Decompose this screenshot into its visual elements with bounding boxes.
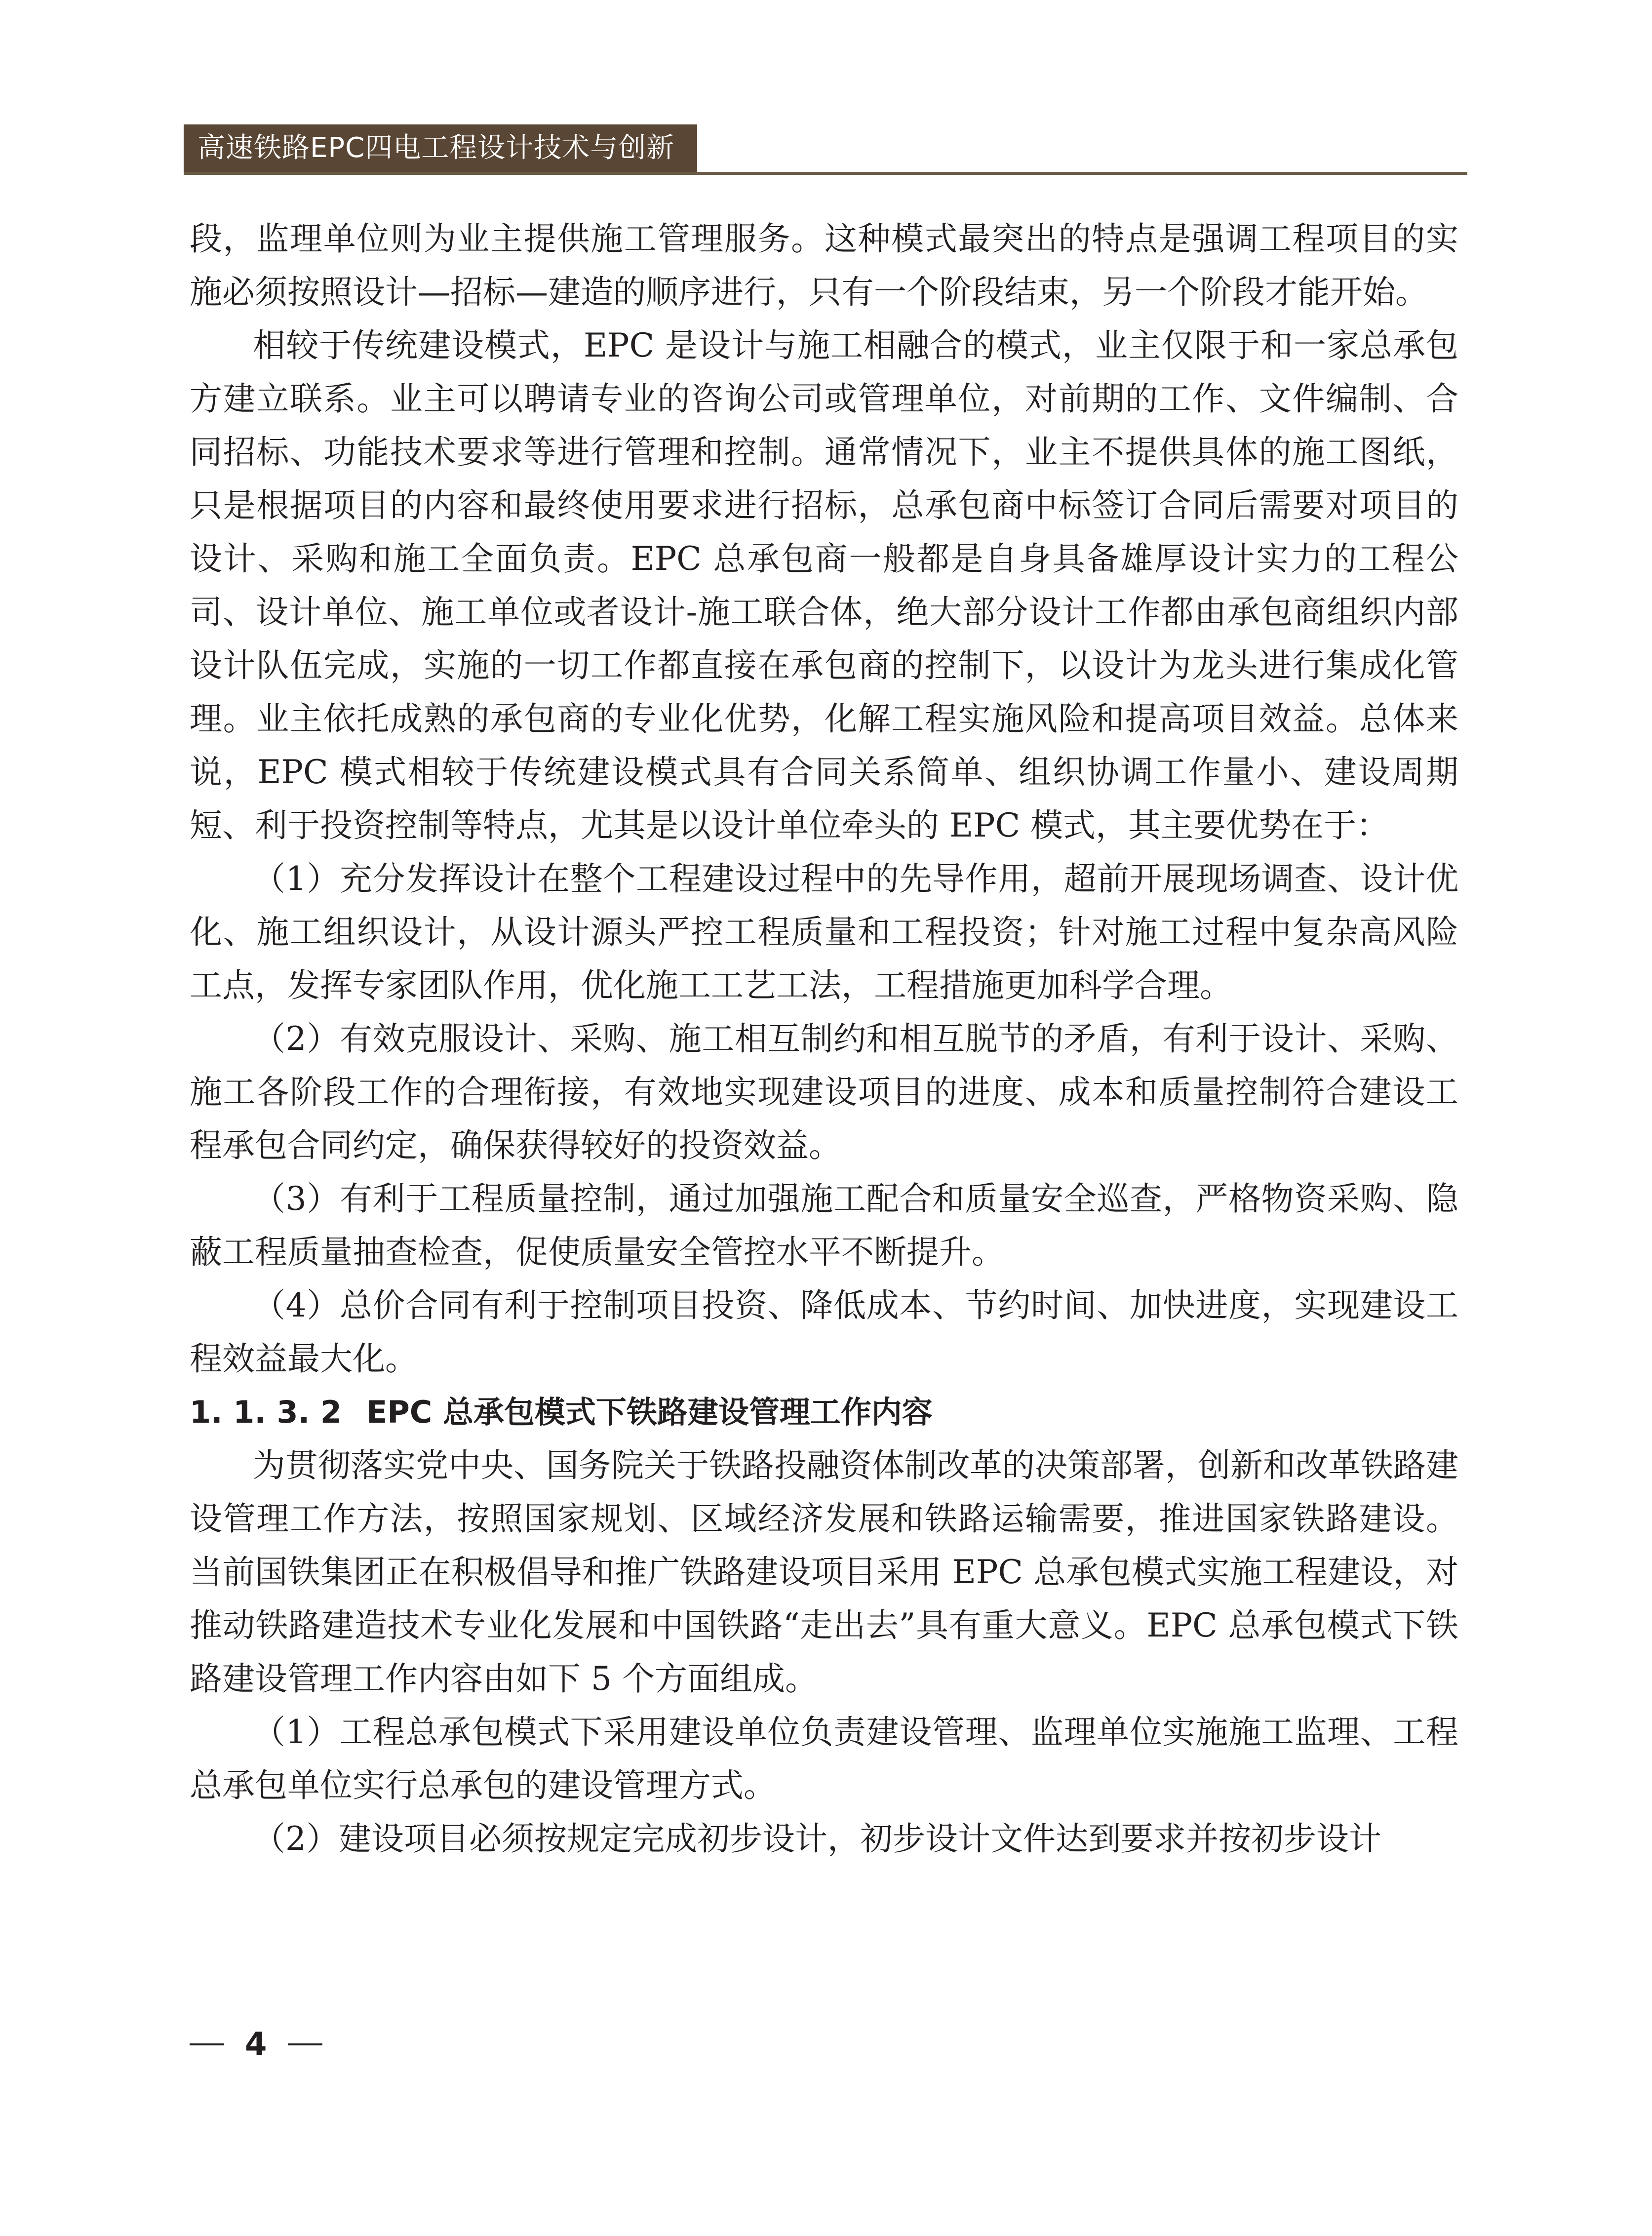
page-footer — [190, 2025, 322, 2064]
book-title-header: 高速铁路EPC四电工程设计技术与创新 — [184, 124, 697, 172]
paragraph-advantage-1: （1）充分发挥设计在整个工程建设过程中的先导作用，超前开展现场调查、设计优化、施工组织设计，从设计源头严控工程质量和工程投资；针对施工过程中复杂高风险工点，发挥专家团队作用，优化施工工艺工法，工程措施更加科学合理。 — [190, 860, 1458, 1004]
section-number: 1. 1. 3. 2 — [190, 1394, 342, 1430]
footer-dash-left — [190, 2043, 224, 2045]
footer-dash-right — [288, 2043, 322, 2045]
paragraph-continued: 段，监理单位则为业主提供施工管理服务。这种模式最突出的特点是强调工程项目的实施必须按照设计—招标—建造的顺序进行，只有一个阶段结束，另一个阶段才能开始。 — [190, 220, 1458, 311]
paragraph-advantage-3: （3）有利于工程质量控制，通过加强施工配合和质量安全巡查，严格物资采购、隐蔽工程质量抽查检查，促使质量安全管控水平不断提升。 — [190, 1180, 1458, 1271]
page-body — [190, 212, 1458, 1866]
paragraph-section-item-2: （2）建设项目必须按规定完成初步设计，初步设计文件达到要求并按初步设计 — [253, 1820, 1381, 1858]
paragraph-advantage-4: （4）总价合同有利于控制项目投资、降低成本、节约时间、加快进度，实现建设工程效益最大化。 — [190, 1286, 1458, 1378]
paragraph-section-item-1: （1）工程总承包模式下采用建设单位负责建设管理、监理单位实施施工监理、工程总承包单位实行总承包的建设管理方式。 — [190, 1713, 1458, 1804]
section-title: EPC 总承包模式下铁路建设管理工作内容 — [366, 1394, 933, 1430]
paragraph-epc-comparison: 相较于传统建设模式，EPC 是设计与施工相融合的模式，业主仅限于和一家总承包方建立联系。业主可以聘请专业的咨询公司或管理单位，对前期的工作、文件编制、合同招标、功能技术要求等进行管理和控制。通常情况下，业主不提供具体的施工图纸，只是根据项目的内容和最终使用要求进行招标，总承包商中标签订合同后需要对项目的设计、采购和施工全面负责。EPC 总承包商一般都是自身具备雄厚设计实力的工程公司、设计单位、施工单位或者设计-施工联合体，绝大部分设计工作都由承包商组织内部设计队伍完成，实施的一切工作都直接在承包商的控制下，以设计为龙头进行集成化管理。业主依托成熟的承包商的专业化优势，化解工程实施风险和提高项目效益。总体来说，EPC 模式相较于传统建设模式具有合同关系简单、组织协调工作量小、建设周期短、利于投资控制等特点，尤其是以设计单位牵头的 EPC 模式，其主要优势在于： — [190, 326, 1458, 844]
paragraph-advantage-2: （2）有效克服设计、采购、施工相互制约和相互脱节的矛盾，有利于设计、采购、施工各阶段工作的合理衔接，有效地实现建设项目的进度、成本和质量控制符合建设工程承包合同约定，确保获得较好的投资效益。 — [190, 1020, 1458, 1164]
paragraph-section-intro: 为贯彻落实党中央、国务院关于铁路投融资体制改革的决策部署，创新和改革铁路建设管理工作方法，按照国家规划、区域经济发展和铁路运输需要，推进国家铁路建设。当前国铁集团正在积极倡导和推广铁路建设项目采用 EPC 总承包模式实施工程建设，对推动铁路建造技术专业化发展和中国铁路“走出去”具有重大意义。EPC 总承包模式下铁路建设管理工作内容由如下 5 个方面组成。 — [190, 1446, 1458, 1698]
header-rule — [184, 172, 1467, 175]
section-heading — [190, 1386, 1458, 1439]
page-number: 4 — [245, 2026, 267, 2063]
